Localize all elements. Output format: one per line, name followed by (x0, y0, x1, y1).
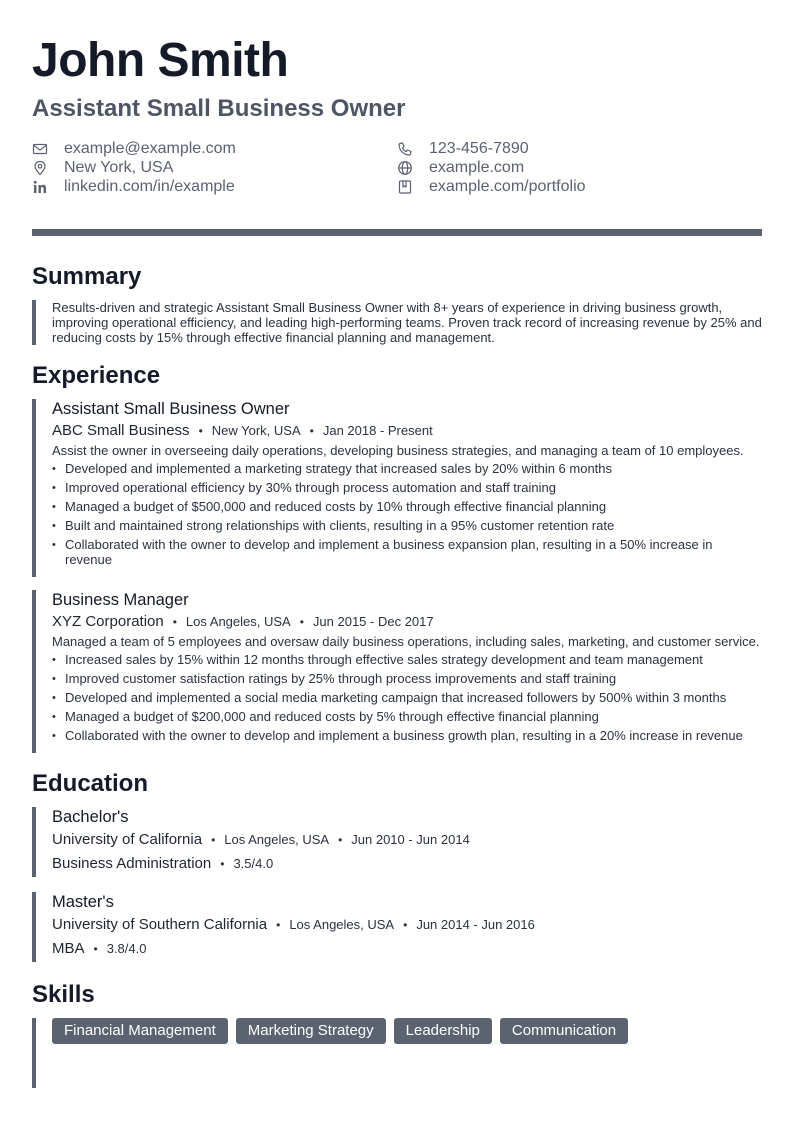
job-location: New York, USA (211, 423, 301, 438)
achievement-item: • Developed and implemented a social media marketing campaign that increased followers by 500% within 3 months (52, 690, 762, 705)
job-dates: Jun 2015 - Dec 2017 (312, 614, 434, 629)
achievement-item: • Increased sales by 15% within 12 months through effective sales strategy development and team management (52, 652, 762, 667)
contact-website[interactable] (397, 158, 762, 177)
separator-dot: • (198, 424, 203, 438)
portfolio-icon (397, 179, 413, 195)
field-of-study: Business Administration (52, 855, 212, 872)
education-field-row (52, 938, 762, 960)
achievement-item: • Collaborated with the owner to develop and implement a business growth plan, resulting in a 20% increase in revenue (52, 728, 762, 743)
separator-dot: • (276, 918, 281, 932)
education-meta (52, 914, 762, 936)
skill-chip: Financial Management (52, 1018, 228, 1044)
contact-portfolio[interactable] (397, 177, 762, 196)
job-meta (52, 612, 762, 632)
contact-location (32, 158, 397, 177)
contact-linkedin-text: linkedin.com/in/example (64, 177, 235, 195)
education-meta (52, 829, 762, 851)
achievement-item: • Improved customer satisfaction ratings by 25% through process improvements and staff training (52, 671, 762, 686)
gpa: 3.8/4.0 (106, 941, 147, 956)
education-dates: Jun 2014 - Jun 2016 (416, 917, 535, 932)
globe-icon (397, 160, 413, 176)
linkedin-icon (32, 179, 48, 195)
job-entry (32, 590, 762, 753)
contact-location-text: New York, USA (64, 158, 174, 176)
separator-dot: • (403, 918, 408, 932)
contact-website-text: example.com (429, 158, 525, 176)
achievement-item: • Built and maintained strong relationships with clients, resulting in a 95% customer retention rate (52, 518, 762, 533)
resume-page (32, 30, 762, 1088)
job-achievements (52, 461, 762, 567)
school-location: Los Angeles, USA (224, 832, 330, 847)
achievement-item: • Managed a budget of $500,000 and reduced costs by 10% through effective financial planning (52, 499, 762, 514)
achievement-item: • Developed and implemented a marketing strategy that increased sales by 20% within 6 months (52, 461, 762, 476)
job-company: ABC Small Business (52, 422, 190, 439)
contact-phone[interactable] (397, 139, 762, 158)
field-of-study: MBA (52, 940, 85, 957)
phone-icon (397, 141, 413, 157)
achievement-item: • Improved operational efficiency by 30% through process automation and staff training (52, 480, 762, 495)
job-dates: Jan 2018 - Present (322, 423, 433, 438)
skill-chip: Marketing Strategy (236, 1018, 386, 1044)
contact-portfolio-text: example.com/portfolio (429, 177, 586, 195)
job-entry (32, 399, 762, 577)
skills-list (32, 1018, 762, 1088)
school-location: Los Angeles, USA (289, 917, 395, 932)
contact-email[interactable] (32, 139, 397, 158)
education-field-row (52, 853, 762, 875)
candidate-title: Assistant Small Business Owner (32, 95, 406, 122)
job-title: Business Manager (52, 591, 189, 609)
skill-chip: Leadership (394, 1018, 492, 1044)
gpa: 3.5/4.0 (233, 856, 274, 871)
contact-phone-text: 123-456-7890 (429, 139, 529, 157)
degree-title: Master's (52, 893, 114, 911)
education-entry (32, 892, 762, 962)
separator-dot: • (172, 615, 177, 629)
contact-grid (32, 139, 762, 196)
experience-heading: Experience (32, 362, 161, 389)
separator-dot: • (309, 424, 314, 438)
job-company: XYZ Corporation (52, 613, 164, 630)
job-description: Assist the owner in overseeing daily operations, developing business strategies, and managing a team of 10 employees. (52, 443, 744, 458)
envelope-icon (32, 141, 48, 157)
education-heading: Education (32, 770, 149, 797)
location-pin-icon (32, 160, 48, 176)
achievement-item: • Managed a budget of $200,000 and reduced costs by 5% through effective financial planning (52, 709, 762, 724)
contact-linkedin[interactable] (32, 177, 397, 196)
job-location: Los Angeles, USA (185, 614, 291, 629)
skills-heading: Skills (32, 981, 95, 1008)
contact-email-text: example@example.com (64, 139, 236, 157)
separator-dot: • (220, 857, 225, 871)
job-achievements (52, 652, 762, 743)
job-description: Managed a team of 5 employees and oversaw daily business operations, including sales, marketing, and customer service. (52, 634, 760, 649)
summary-heading: Summary (32, 263, 142, 290)
education-entry (32, 807, 762, 877)
separator-dot: • (299, 615, 304, 629)
header-divider (32, 229, 762, 236)
separator-dot: • (338, 833, 343, 847)
degree-title: Bachelor's (52, 808, 129, 826)
school-name: University of Southern California (52, 916, 268, 933)
separator-dot: • (211, 833, 216, 847)
skill-chip: Communication (500, 1018, 628, 1044)
job-meta (52, 421, 762, 441)
summary-block (32, 300, 762, 345)
separator-dot: • (93, 942, 98, 956)
summary-text: Results-driven and strategic Assistant Small Business Owner with 8+ years of experience in driving business growth, improving operational efficiency, and leading high-performing teams. Proven track record of increasing revenue by 25% and reducing costs by 15% through effective financial planning and management. (52, 300, 762, 345)
achievement-item: • Collaborated with the owner to develop and implement a business expansion plan, resulting in a 50% increase in revenue (52, 537, 762, 567)
education-dates: Jun 2010 - Jun 2014 (351, 832, 470, 847)
school-name: University of California (52, 831, 203, 848)
candidate-name: John Smith (32, 34, 289, 87)
job-title: Assistant Small Business Owner (52, 400, 290, 418)
